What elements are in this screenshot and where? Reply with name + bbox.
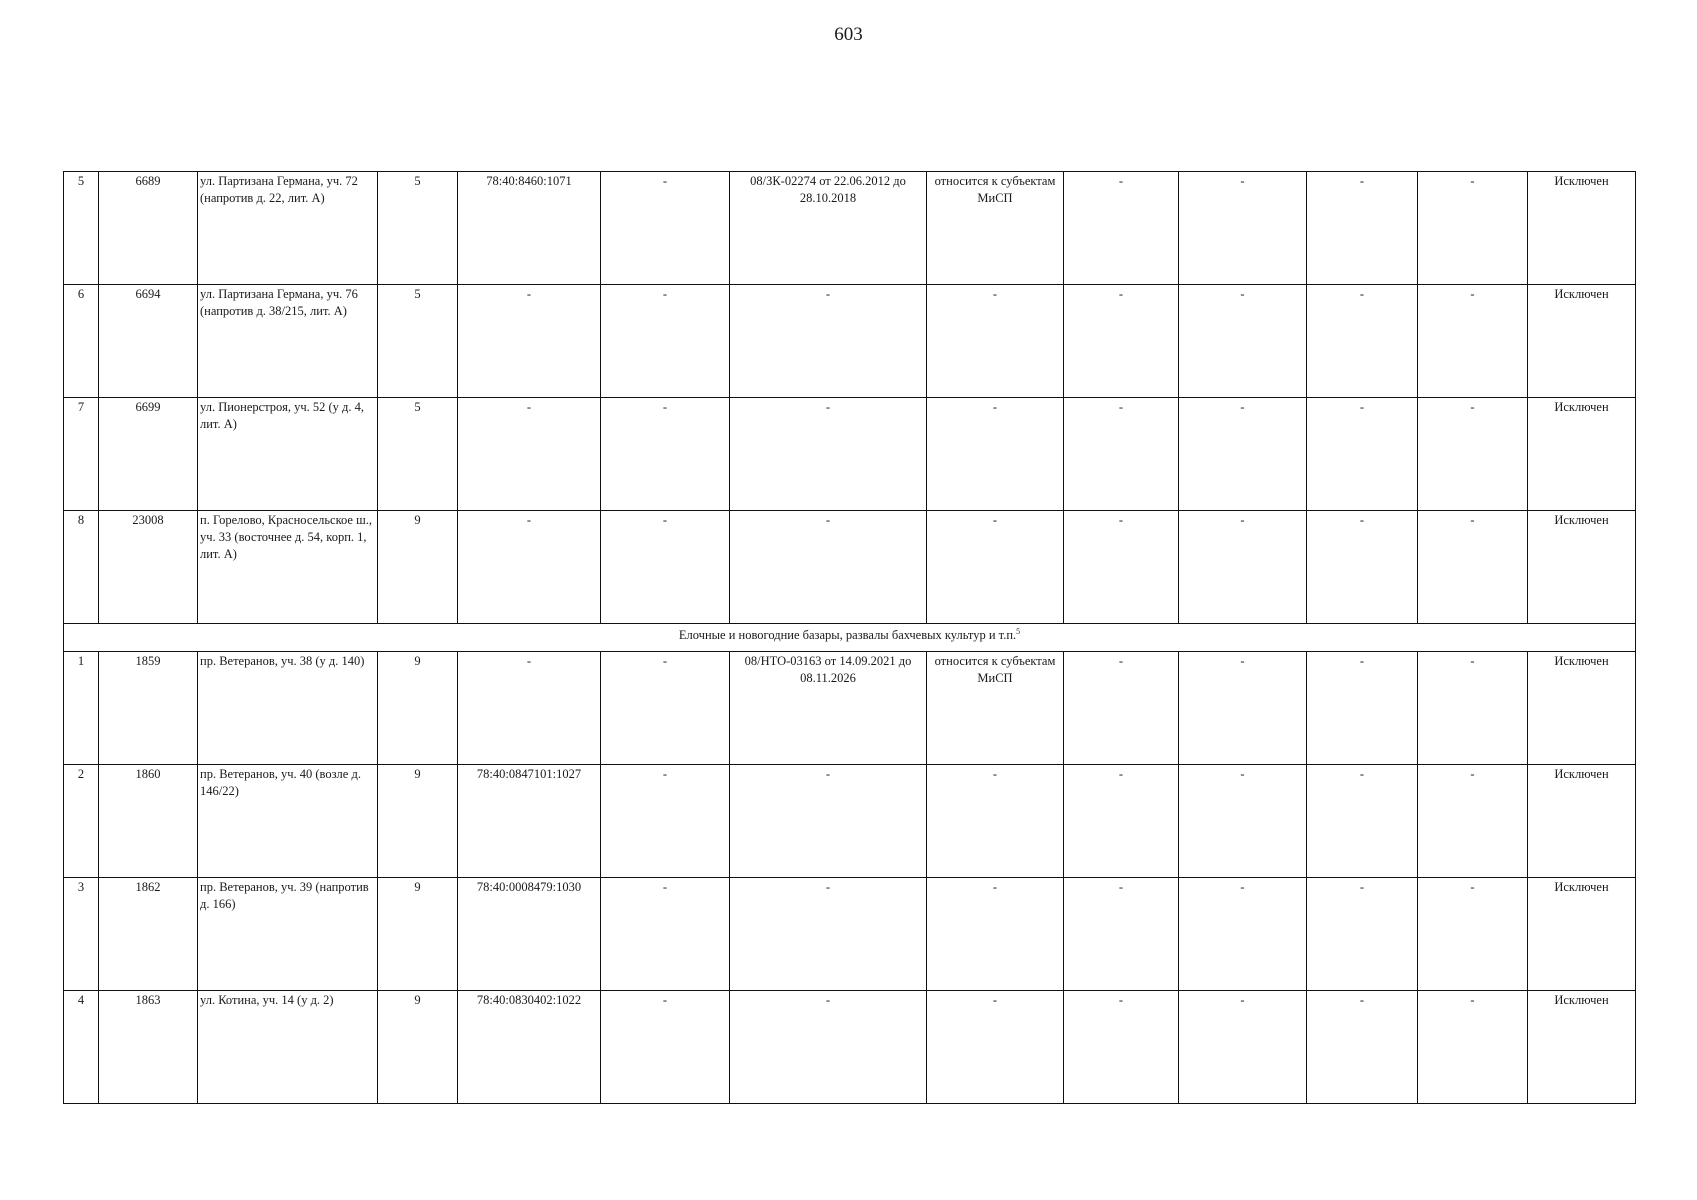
status-cell: Исключен [1528,652,1636,765]
object-id-cell: 6689 [99,172,198,285]
district-cell: 5 [378,285,458,398]
status-cell: Исключен [1528,511,1636,624]
column-11-cell: - [1307,652,1418,765]
contract-cell: 08/НТО-03163 от 14.09.2021 до 08.11.2026 [730,652,927,765]
status-cell: Исключен [1528,878,1636,991]
column-11-cell: - [1307,285,1418,398]
object-id-cell: 1862 [99,878,198,991]
table-row [64,511,1636,624]
sme-status-cell: - [927,511,1064,624]
column-9-cell: - [1064,652,1179,765]
address-cell: ул. Партизана Германа, уч. 72 (напротив д. 22, лит. А) [198,172,378,285]
cadastral-number-cell: - [458,398,601,511]
object-id-cell: 6699 [99,398,198,511]
section-footnote: 5 [1016,627,1021,636]
address-cell: пр. Ветеранов, уч. 40 (возле д. 146/22) [198,765,378,878]
cadastral-number-cell: - [458,285,601,398]
object-id-cell: 1860 [99,765,198,878]
cadastral-number-cell: 78:40:8460:1071 [458,172,601,285]
column-9-cell: - [1064,398,1179,511]
column-10-cell: - [1179,878,1307,991]
column-10-cell: - [1179,765,1307,878]
row-number-cell: 8 [64,511,99,624]
table-row [64,765,1636,878]
table-row [64,398,1636,511]
column-11-cell: - [1307,991,1418,1104]
table-row [64,285,1636,398]
contract-cell: - [730,878,927,991]
district-cell: 9 [378,765,458,878]
column-10-cell: - [1179,991,1307,1104]
section-header-row [64,624,1636,652]
column-12-cell: - [1418,511,1528,624]
status-cell: Исключен [1528,398,1636,511]
status-cell: Исключен [1528,991,1636,1104]
row-number-cell: 3 [64,878,99,991]
column-12-cell: - [1418,652,1528,765]
column-6-cell: - [601,285,730,398]
section-title-cell [64,624,1636,652]
cadastral-number-cell: - [458,511,601,624]
column-6-cell: - [601,991,730,1104]
address-cell: ул. Пионерстроя, уч. 52 (у д. 4, лит. А) [198,398,378,511]
table-row [64,172,1636,285]
column-9-cell: - [1064,172,1179,285]
column-6-cell: - [601,765,730,878]
column-12-cell: - [1418,398,1528,511]
cadastral-number-cell: 78:40:0008479:1030 [458,878,601,991]
column-11-cell: - [1307,878,1418,991]
column-12-cell: - [1418,765,1528,878]
object-id-cell: 1863 [99,991,198,1104]
table-row [64,878,1636,991]
row-number-cell: 2 [64,765,99,878]
district-cell: 9 [378,991,458,1104]
sme-status-cell: - [927,398,1064,511]
contract-cell: 08/ЗК-02274 от 22.06.2012 до 28.10.2018 [730,172,927,285]
address-cell: пр. Ветеранов, уч. 39 (напротив д. 166) [198,878,378,991]
district-cell: 9 [378,511,458,624]
contract-cell: - [730,285,927,398]
column-11-cell: - [1307,765,1418,878]
column-12-cell: - [1418,285,1528,398]
page-number: 603 [834,24,863,45]
column-10-cell: - [1179,172,1307,285]
sme-status-cell: - [927,285,1064,398]
column-6-cell: - [601,878,730,991]
contract-cell: - [730,991,927,1104]
sme-status-cell: относится к субъектам МиСП [927,652,1064,765]
column-11-cell: - [1307,398,1418,511]
cadastral-number-cell: - [458,652,601,765]
row-number-cell: 4 [64,991,99,1104]
contract-cell: - [730,765,927,878]
district-cell: 9 [378,878,458,991]
address-cell: п. Горелово, Красносельское ш., уч. 33 (восточнее д. 54, корп. 1, лит. А) [198,511,378,624]
contract-cell: - [730,398,927,511]
column-11-cell: - [1307,511,1418,624]
cadastral-number-cell: 78:40:0830402:1022 [458,991,601,1104]
registry-table [63,171,1636,1104]
column-9-cell: - [1064,511,1179,624]
column-12-cell: - [1418,991,1528,1104]
column-12-cell: - [1418,878,1528,991]
address-cell: ул. Котина, уч. 14 (у д. 2) [198,991,378,1104]
object-id-cell: 23008 [99,511,198,624]
section-title: Елочные и новогодние базары, развалы бахчевых культур и т.п. [678,628,1017,643]
district-cell: 9 [378,652,458,765]
column-11-cell: - [1307,172,1418,285]
column-6-cell: - [601,172,730,285]
sme-status-cell: - [927,765,1064,878]
sme-status-cell: - [927,878,1064,991]
address-cell: пр. Ветеранов, уч. 38 (у д. 140) [198,652,378,765]
cadastral-number-cell: 78:40:0847101:1027 [458,765,601,878]
column-10-cell: - [1179,511,1307,624]
column-9-cell: - [1064,878,1179,991]
row-number-cell: 1 [64,652,99,765]
column-12-cell: - [1418,172,1528,285]
object-id-cell: 6694 [99,285,198,398]
table-row [64,652,1636,765]
row-number-cell: 5 [64,172,99,285]
district-cell: 5 [378,398,458,511]
row-number-cell: 6 [64,285,99,398]
address-cell: ул. Партизана Германа, уч. 76 (напротив д. 38/215, лит. А) [198,285,378,398]
column-10-cell: - [1179,652,1307,765]
district-cell: 5 [378,172,458,285]
column-6-cell: - [601,511,730,624]
status-cell: Исключен [1528,285,1636,398]
status-cell: Исключен [1528,172,1636,285]
column-6-cell: - [601,398,730,511]
column-6-cell: - [601,652,730,765]
row-number-cell: 7 [64,398,99,511]
table-row [64,991,1636,1104]
sme-status-cell: относится к субъектам МиСП [927,172,1064,285]
column-9-cell: - [1064,765,1179,878]
sme-status-cell: - [927,991,1064,1104]
column-10-cell: - [1179,285,1307,398]
contract-cell: - [730,511,927,624]
column-9-cell: - [1064,991,1179,1104]
column-10-cell: - [1179,398,1307,511]
status-cell: Исключен [1528,765,1636,878]
object-id-cell: 1859 [99,652,198,765]
column-9-cell: - [1064,285,1179,398]
